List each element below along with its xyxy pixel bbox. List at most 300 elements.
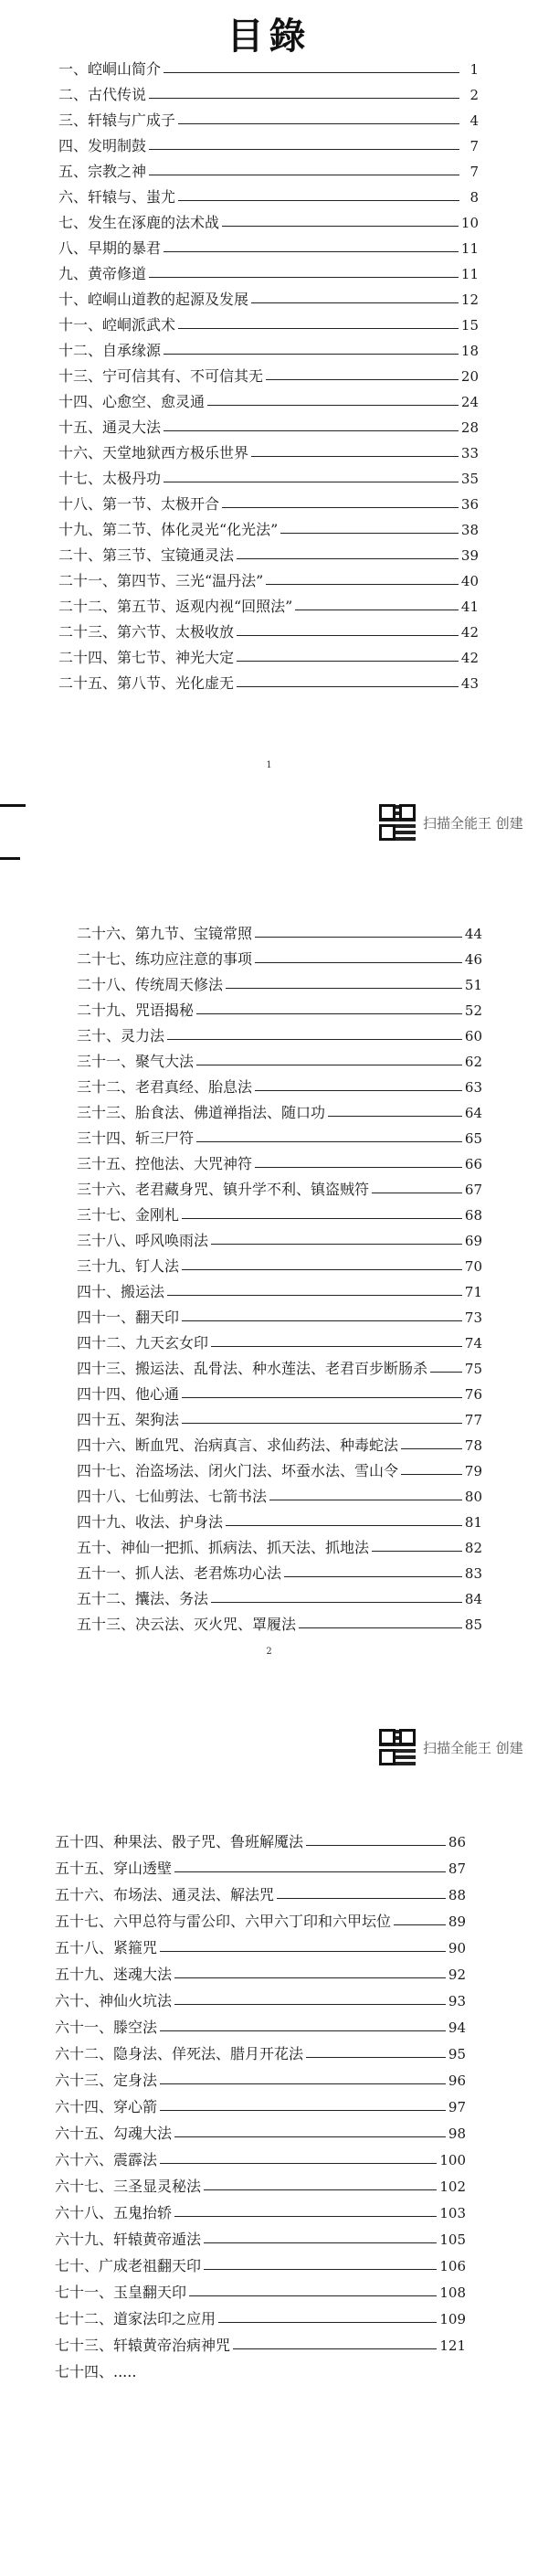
toc-entry[interactable] bbox=[58, 157, 479, 181]
toc-page-2 bbox=[0, 868, 538, 1672]
entry-label: 四十三、搬运法、乱骨法、种水莲法、老君百步断肠杀 bbox=[77, 1360, 428, 1377]
entry-label: 五十八、紧箍咒 bbox=[55, 1939, 158, 1956]
toc-entry[interactable] bbox=[77, 1124, 482, 1148]
entry-label: 四十一、翻天印 bbox=[77, 1309, 180, 1326]
toc-entry[interactable] bbox=[58, 208, 479, 232]
page-number: 89 bbox=[448, 1913, 466, 1930]
toc-entry[interactable] bbox=[77, 1482, 482, 1506]
toc-entry[interactable] bbox=[77, 1533, 482, 1557]
leader-line bbox=[167, 1295, 462, 1296]
toc-list bbox=[58, 55, 479, 692]
toc-entry[interactable] bbox=[55, 1907, 466, 1931]
toc-entry[interactable] bbox=[55, 2013, 466, 2037]
toc-entry[interactable] bbox=[55, 2252, 466, 2275]
toc-entry[interactable] bbox=[58, 183, 479, 207]
toc-entry[interactable] bbox=[55, 2172, 466, 2196]
entry-label: 四十九、收法、护身法 bbox=[77, 1513, 224, 1531]
entry-label: 五十六、布场法、通灵法、解法咒 bbox=[55, 1886, 275, 1903]
page-number: 108 bbox=[439, 2284, 466, 2301]
entry-label: 二十三、第六节、太极收放 bbox=[58, 623, 235, 641]
page-number: 102 bbox=[439, 2178, 466, 2195]
page-number: 92 bbox=[448, 1966, 466, 1983]
entry-label: 五、宗教之神 bbox=[58, 163, 147, 180]
entry-label: 十二、自承缘源 bbox=[58, 342, 162, 359]
page-number: 12 bbox=[460, 292, 479, 308]
page-number: 66 bbox=[464, 1156, 482, 1172]
scan-mark bbox=[0, 857, 20, 860]
toc-entry[interactable] bbox=[58, 464, 479, 488]
entry-label: 六、轩辕与、蚩尤 bbox=[58, 188, 176, 206]
leader-line bbox=[299, 1627, 462, 1628]
toc-entry[interactable] bbox=[77, 919, 482, 943]
entry-label: 四十七、治盗场法、闭火门法、坏蚕水法、雪山令 bbox=[77, 1462, 399, 1479]
toc-entry[interactable] bbox=[58, 387, 479, 411]
leader-line bbox=[182, 1397, 462, 1398]
toc-entry[interactable] bbox=[77, 1047, 482, 1071]
page-number: 80 bbox=[464, 1489, 482, 1505]
toc-entry[interactable] bbox=[77, 1226, 482, 1250]
toc-entry[interactable] bbox=[55, 2331, 466, 2355]
page-number: 74 bbox=[464, 1335, 482, 1352]
toc-entry[interactable] bbox=[77, 1457, 482, 1480]
toc-entry[interactable] bbox=[77, 1073, 482, 1097]
page-number: 24 bbox=[460, 394, 479, 410]
toc-entry[interactable] bbox=[77, 1508, 482, 1532]
page-number: 68 bbox=[464, 1207, 482, 1224]
leader-line bbox=[149, 149, 459, 150]
leader-line bbox=[160, 2030, 446, 2031]
toc-entry[interactable] bbox=[55, 1854, 466, 1878]
entry-label: 一、崆峒山简介 bbox=[58, 60, 162, 78]
entry-label: 五十四、种果法、骰子咒、鲁班解魇法 bbox=[55, 1833, 304, 1850]
entry-label: 四十八、七仙剪法、七箭书法 bbox=[77, 1488, 268, 1505]
toc-entry[interactable] bbox=[77, 1303, 482, 1327]
page-number: 40 bbox=[460, 573, 479, 589]
page-number: 69 bbox=[464, 1233, 482, 1249]
page-number: 82 bbox=[464, 1540, 482, 1556]
entry-label: 三十一、聚气大法 bbox=[77, 1053, 195, 1070]
leader-line bbox=[226, 1525, 462, 1526]
entry-label: 十六、天堂地狱西方极乐世界 bbox=[58, 444, 249, 461]
toc-entry[interactable] bbox=[77, 1405, 482, 1429]
toc-entry[interactable] bbox=[58, 541, 479, 565]
entry-label: 四十、搬运法 bbox=[77, 1283, 165, 1300]
toc-entry[interactable] bbox=[77, 996, 482, 1020]
leader-line bbox=[280, 533, 459, 534]
entry-label: 二十、第三节、宝镜通灵法 bbox=[58, 546, 235, 564]
entry-label: 十五、通灵大法 bbox=[58, 419, 162, 436]
toc-entry[interactable] bbox=[58, 336, 479, 360]
entry-label: 六十三、定身法 bbox=[55, 2072, 158, 2089]
leader-line bbox=[277, 1898, 446, 1899]
toc-list bbox=[77, 919, 482, 1632]
page-number: 38 bbox=[460, 522, 479, 538]
toc-entry[interactable] bbox=[55, 2305, 466, 2328]
entry-label: 十一、崆峒派武术 bbox=[58, 316, 176, 334]
toc-entry[interactable] bbox=[77, 1098, 482, 1122]
leader-line bbox=[255, 1167, 462, 1168]
page-number: 94 bbox=[448, 2019, 466, 2036]
entry-label: 三、轩辕与广成子 bbox=[58, 111, 176, 129]
page-number: 42 bbox=[460, 650, 479, 666]
leader-line bbox=[306, 1845, 446, 1846]
leader-line bbox=[211, 1602, 462, 1603]
leader-line bbox=[401, 1474, 462, 1475]
page-number: 78 bbox=[464, 1437, 482, 1454]
entry-label: 五十一、抓人法、老君炼功心法 bbox=[77, 1564, 282, 1582]
page-number: 87 bbox=[448, 1860, 466, 1877]
leader-line bbox=[237, 558, 459, 559]
leader-line bbox=[160, 1951, 446, 1952]
toc-entry[interactable] bbox=[55, 2278, 466, 2302]
entry-label: 十八、第一节、太极开合 bbox=[58, 495, 220, 513]
page-number: 11 bbox=[460, 266, 479, 282]
toc-entry[interactable] bbox=[77, 1559, 482, 1583]
page-number: 103 bbox=[439, 2205, 466, 2221]
page-number: 65 bbox=[464, 1130, 482, 1147]
leader-line bbox=[160, 2110, 446, 2111]
entry-label: 二十四、第七节、神光大定 bbox=[58, 649, 235, 666]
entry-label: 七十四、..... bbox=[55, 2363, 137, 2380]
page-number: 96 bbox=[448, 2072, 466, 2089]
page-number: 84 bbox=[464, 1591, 482, 1607]
entry-label: 六十八、五鬼抬轿 bbox=[55, 2204, 173, 2221]
page-number: 20 bbox=[460, 368, 479, 385]
entry-label: 三十、灵力法 bbox=[77, 1027, 165, 1044]
scanner-watermark bbox=[379, 804, 523, 841]
watermark-text: 扫描全能王 创建 bbox=[423, 1739, 523, 1756]
page-number: 8 bbox=[469, 189, 479, 206]
toc-entry[interactable] bbox=[58, 618, 479, 641]
entry-label: 十四、心愈空、愈灵通 bbox=[58, 393, 206, 410]
leader-line bbox=[394, 1924, 446, 1925]
scan-mark bbox=[0, 804, 26, 807]
toc-entry[interactable] bbox=[77, 1329, 482, 1352]
entry-label: 六十、神仙火坑法 bbox=[55, 1992, 173, 2009]
entry-label: 二十七、练功应注意的事项 bbox=[77, 950, 253, 968]
entry-label: 六十五、勾魂大法 bbox=[55, 2125, 173, 2142]
toc-entry[interactable] bbox=[55, 1960, 466, 1984]
entry-label: 七十一、玉皇翻天印 bbox=[55, 2284, 187, 2301]
page-number: 44 bbox=[464, 926, 482, 942]
page-number: 41 bbox=[460, 599, 479, 615]
leader-line bbox=[189, 2295, 437, 2296]
leader-line bbox=[204, 2189, 437, 2190]
entry-label: 二十八、传统周天修法 bbox=[77, 976, 224, 993]
leader-line bbox=[204, 2269, 437, 2270]
leader-line bbox=[174, 2004, 446, 2005]
entry-label: 五十三、决云法、灭火咒、罩履法 bbox=[77, 1616, 297, 1633]
toc-entry[interactable] bbox=[77, 1175, 482, 1199]
toc-entry[interactable] bbox=[58, 55, 479, 79]
leader-line bbox=[182, 1423, 462, 1424]
page-folio: 2 bbox=[266, 1647, 272, 1657]
entry-label: 九、黄帝修道 bbox=[58, 265, 147, 282]
entry-label: 十三、宁可信其有、不可信其无 bbox=[58, 367, 264, 385]
toc-entry[interactable] bbox=[58, 234, 479, 258]
entry-label: 五十五、穿山透壁 bbox=[55, 1860, 173, 1877]
leader-line bbox=[182, 1269, 462, 1270]
leader-line bbox=[401, 1448, 462, 1449]
leader-line bbox=[222, 226, 459, 227]
leader-line bbox=[149, 98, 459, 99]
toc-entry[interactable] bbox=[77, 970, 482, 994]
leader-line bbox=[178, 123, 459, 124]
entry-label: 六十四、穿心箭 bbox=[55, 2098, 158, 2115]
leader-line bbox=[207, 405, 459, 406]
toc-entry[interactable] bbox=[55, 1934, 466, 1957]
page-folio: 1 bbox=[266, 760, 272, 770]
leader-line bbox=[237, 661, 459, 662]
toc-entry[interactable] bbox=[55, 1828, 466, 1851]
page-number: 63 bbox=[464, 1079, 482, 1096]
entry-label: 七、发生在涿鹿的法术战 bbox=[58, 214, 220, 231]
page-number: 36 bbox=[460, 496, 479, 513]
leader-line bbox=[284, 1576, 462, 1577]
page-number: 77 bbox=[464, 1412, 482, 1428]
toc-page-3 bbox=[0, 1791, 538, 2576]
leader-line bbox=[372, 1551, 462, 1552]
leader-line bbox=[196, 1013, 462, 1014]
page-number: 76 bbox=[464, 1386, 482, 1403]
entry-label: 四十五、架狗法 bbox=[77, 1411, 180, 1428]
page-number: 85 bbox=[464, 1617, 482, 1633]
entry-label: 三十九、钉人法 bbox=[77, 1257, 180, 1275]
toc-entry[interactable] bbox=[58, 490, 479, 514]
toc-entry[interactable] bbox=[58, 515, 479, 539]
toc-entry[interactable] bbox=[77, 1610, 482, 1634]
entry-label: 二、古代传说 bbox=[58, 86, 147, 103]
toc-entry[interactable] bbox=[77, 1277, 482, 1301]
page-number: 33 bbox=[460, 445, 479, 461]
page-number: 1 bbox=[469, 61, 479, 78]
toc-entry[interactable] bbox=[55, 1881, 466, 1904]
toc-entry[interactable] bbox=[77, 1354, 482, 1378]
entry-label: 二十九、咒语揭秘 bbox=[77, 1002, 195, 1019]
toc-entry[interactable] bbox=[58, 311, 479, 334]
scanner-watermark bbox=[379, 1729, 523, 1765]
leader-line bbox=[178, 200, 459, 201]
entry-label: 五十七、六甲总符与雷公印、六甲六丁印和六甲坛位 bbox=[55, 1913, 392, 1930]
page-number: 100 bbox=[439, 2152, 466, 2168]
toc-entry[interactable] bbox=[58, 439, 479, 462]
entry-label: 六十九、轩辕黄帝遁法 bbox=[55, 2231, 202, 2248]
toc-list bbox=[55, 1828, 466, 2394]
leader-line bbox=[182, 1320, 462, 1321]
leader-line bbox=[306, 2057, 446, 2058]
leader-line bbox=[233, 2348, 437, 2349]
leader-line bbox=[167, 1039, 462, 1040]
entry-label: 二十一、第四节、三光“温丹法” bbox=[58, 572, 264, 589]
toc-entry[interactable] bbox=[58, 592, 479, 616]
leader-line bbox=[237, 686, 459, 687]
page-number: 83 bbox=[464, 1565, 482, 1582]
page-number: 109 bbox=[439, 2311, 466, 2327]
leader-line bbox=[251, 302, 459, 303]
page-number: 46 bbox=[464, 951, 482, 968]
page-number: 121 bbox=[439, 2337, 466, 2354]
leader-line bbox=[160, 2163, 437, 2164]
toc-entry[interactable] bbox=[58, 643, 479, 667]
page-number: 15 bbox=[460, 317, 479, 334]
leader-line bbox=[328, 1116, 462, 1117]
page-number: 81 bbox=[464, 1514, 482, 1531]
page-number: 64 bbox=[464, 1105, 482, 1121]
page-number: 7 bbox=[469, 164, 479, 180]
entry-label: 四十二、九天玄女印 bbox=[77, 1334, 209, 1352]
page-number: 60 bbox=[464, 1028, 482, 1044]
toc-entry[interactable] bbox=[55, 2040, 466, 2063]
page-number: 43 bbox=[460, 675, 479, 692]
page-number: 39 bbox=[460, 547, 479, 564]
entry-label: 四、发明制鼓 bbox=[58, 137, 147, 154]
watermark-text: 扫描全能王 创建 bbox=[423, 814, 523, 832]
entry-label: 六十二、隐身法、佯死法、腊月开花法 bbox=[55, 2045, 304, 2062]
page-number: 18 bbox=[460, 343, 479, 359]
leader-line bbox=[164, 72, 459, 73]
entry-label: 六十一、滕空法 bbox=[55, 2019, 158, 2036]
toc-entry[interactable] bbox=[55, 1987, 466, 2010]
toc-entry[interactable] bbox=[77, 1431, 482, 1455]
leader-line bbox=[164, 251, 459, 252]
leader-line bbox=[255, 937, 462, 938]
page-title: 目錄 bbox=[227, 16, 311, 58]
page-number: 67 bbox=[464, 1182, 482, 1198]
toc-entry[interactable] bbox=[58, 285, 479, 309]
entry-label: 三十八、呼风唤雨法 bbox=[77, 1232, 209, 1249]
page-number: 42 bbox=[460, 624, 479, 641]
page-number: 73 bbox=[464, 1309, 482, 1326]
toc-entry[interactable] bbox=[58, 80, 479, 104]
page-number: 51 bbox=[464, 977, 482, 993]
toc-entry[interactable] bbox=[77, 1150, 482, 1173]
page-number: 52 bbox=[464, 1002, 482, 1019]
leader-line bbox=[218, 2322, 437, 2323]
qr-code-icon bbox=[379, 804, 416, 841]
page-number: 79 bbox=[464, 1463, 482, 1479]
page-number: 75 bbox=[464, 1361, 482, 1377]
page-number: 4 bbox=[469, 112, 479, 129]
leader-line bbox=[255, 962, 462, 963]
entry-label: 六十六、震霹法 bbox=[55, 2151, 158, 2168]
entry-label: 十、崆峒山道教的起源及发展 bbox=[58, 291, 249, 308]
leader-line bbox=[178, 328, 459, 329]
toc-entry[interactable] bbox=[58, 413, 479, 437]
toc-entry[interactable] bbox=[58, 260, 479, 283]
toc-entry[interactable] bbox=[77, 1201, 482, 1224]
toc-entry[interactable] bbox=[55, 2146, 466, 2169]
leader-line bbox=[211, 1244, 462, 1245]
page-number: 28 bbox=[460, 419, 479, 436]
page-number: 95 bbox=[448, 2046, 466, 2062]
toc-entry[interactable] bbox=[55, 2093, 466, 2116]
leader-line bbox=[149, 277, 459, 278]
page-number: 90 bbox=[448, 1940, 466, 1956]
entry-label: 三十三、胎食法、佛道禅指法、随口功 bbox=[77, 1104, 326, 1121]
leader-line bbox=[211, 1346, 462, 1347]
leader-line bbox=[266, 379, 459, 380]
leader-line bbox=[237, 635, 459, 636]
page-number: 10 bbox=[460, 215, 479, 231]
entry-label: 三十七、金刚札 bbox=[77, 1206, 180, 1224]
leader-line bbox=[164, 430, 459, 431]
entry-label: 七十、广成老祖翻天印 bbox=[55, 2257, 202, 2274]
entry-label: 七十二、道家法印之应用 bbox=[55, 2310, 216, 2327]
toc-entry[interactable] bbox=[58, 669, 479, 693]
entry-label: 八、早期的暴君 bbox=[58, 239, 162, 257]
toc-entry[interactable] bbox=[77, 1022, 482, 1045]
toc-entry[interactable] bbox=[77, 1252, 482, 1276]
entry-label: 十九、第二节、体化灵光“化光法” bbox=[58, 521, 279, 538]
entry-label: 二十二、第五节、返观内视“回照法” bbox=[58, 598, 293, 615]
leader-line bbox=[164, 354, 459, 355]
entry-label: 三十五、控他法、大咒神符 bbox=[77, 1155, 253, 1172]
page-number: 11 bbox=[460, 240, 479, 257]
leader-line bbox=[255, 1090, 462, 1091]
page-number: 88 bbox=[448, 1887, 466, 1903]
entry-label: 四十四、他心通 bbox=[77, 1385, 180, 1403]
leader-line bbox=[204, 2242, 437, 2243]
toc-entry[interactable] bbox=[58, 106, 479, 130]
leader-line bbox=[174, 1977, 446, 1978]
entry-label: 六十七、三圣显灵秘法 bbox=[55, 2178, 202, 2195]
entry-label: 三十六、老君藏身咒、镇升学不利、镇盗贼符 bbox=[77, 1181, 370, 1198]
leader-line bbox=[226, 988, 462, 989]
leader-line bbox=[160, 2083, 446, 2084]
entry-label: 二十五、第八节、光化虚无 bbox=[58, 674, 235, 692]
toc-entry[interactable] bbox=[55, 2119, 466, 2143]
leader-line bbox=[266, 584, 459, 585]
toc-entry[interactable] bbox=[58, 362, 479, 386]
leader-line bbox=[430, 1372, 462, 1373]
page-number: 105 bbox=[439, 2231, 466, 2248]
toc-entry[interactable] bbox=[55, 2358, 153, 2381]
entry-label: 三十二、老君真经、胎息法 bbox=[77, 1078, 253, 1096]
toc-entry[interactable] bbox=[77, 1585, 482, 1608]
leader-line bbox=[196, 1141, 462, 1142]
page-number: 71 bbox=[464, 1284, 482, 1300]
toc-entry[interactable] bbox=[77, 1380, 482, 1404]
entry-label: 四十六、断血咒、治病真言、求仙药法、种毒蛇法 bbox=[77, 1436, 399, 1454]
leader-line bbox=[174, 2216, 437, 2217]
toc-entry[interactable] bbox=[55, 2199, 466, 2222]
page-number: 98 bbox=[448, 2125, 466, 2142]
toc-entry[interactable] bbox=[58, 567, 479, 590]
toc-page-1 bbox=[0, 0, 538, 795]
leader-line bbox=[251, 456, 459, 457]
entry-label: 七十三、轩辕黄帝治病神咒 bbox=[55, 2337, 231, 2354]
page-number: 106 bbox=[439, 2258, 466, 2274]
leader-line bbox=[174, 2136, 446, 2137]
entry-label: 二十六、第九节、宝镜常照 bbox=[77, 925, 253, 942]
entry-label: 三十四、斩三尸符 bbox=[77, 1129, 195, 1147]
entry-label: 五十二、攮法、务法 bbox=[77, 1590, 209, 1607]
toc-entry[interactable] bbox=[58, 132, 479, 155]
toc-entry[interactable] bbox=[55, 2225, 466, 2249]
entry-label: 五十九、迷魂大法 bbox=[55, 1966, 173, 1983]
page-number: 7 bbox=[469, 138, 479, 154]
page-number: 97 bbox=[448, 2099, 466, 2115]
page-number: 93 bbox=[448, 1993, 466, 2009]
qr-code-icon bbox=[379, 1729, 416, 1765]
toc-entry[interactable] bbox=[55, 2066, 466, 2090]
entry-label: 五十、神仙一把抓、抓病法、抓天法、抓地法 bbox=[77, 1539, 370, 1556]
leader-line bbox=[182, 1218, 462, 1219]
toc-entry[interactable] bbox=[77, 945, 482, 969]
leader-line bbox=[174, 1871, 446, 1872]
page-number: 2 bbox=[469, 87, 479, 103]
entry-label: 十七、太极丹功 bbox=[58, 470, 162, 487]
